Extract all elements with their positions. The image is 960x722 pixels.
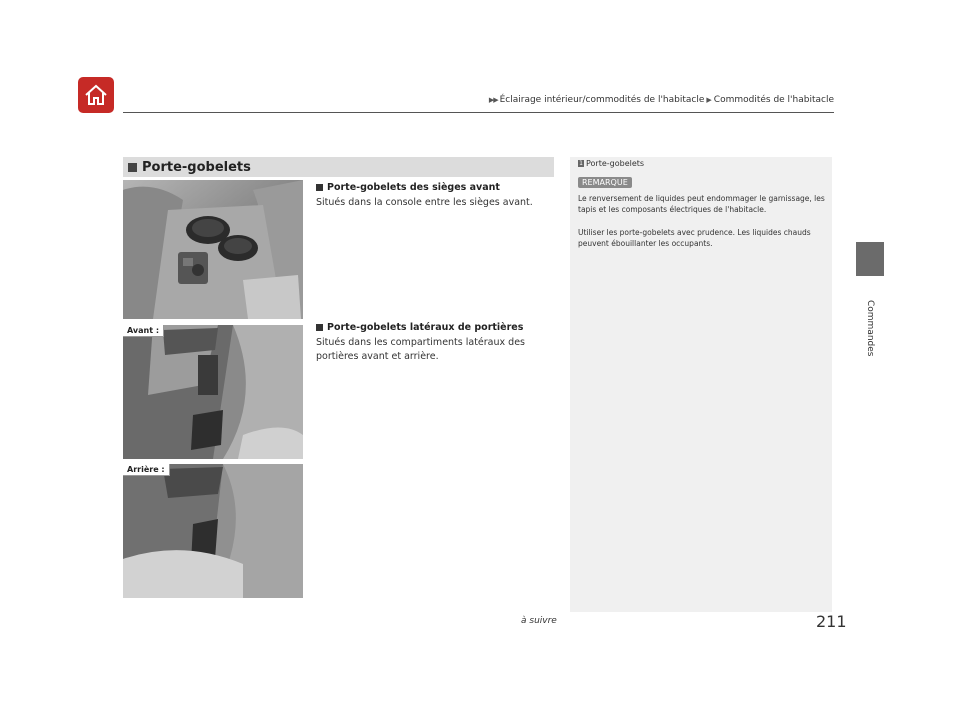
rear-image-label: Arrière : [123, 464, 170, 476]
section-title: Porte-gobelets [142, 159, 251, 175]
chapter-tab[interactable] [856, 242, 884, 276]
home-button[interactable] [78, 77, 114, 113]
note-panel [570, 157, 832, 612]
front-image-label: Avant : [123, 325, 164, 337]
breadcrumb-arrow-icon: ▶▶ [488, 96, 498, 104]
continued-label: à suivre [521, 616, 557, 626]
note-paragraph-1: Le renversement de liquides peut endommager le garnissage, les tapis et les composants électriques de l'habitacle. [578, 194, 825, 214]
home-icon [83, 83, 109, 107]
square-bullet-icon [316, 324, 323, 331]
square-bullet-icon [316, 184, 323, 191]
square-bullet-icon [128, 163, 137, 172]
front-cupholder-image [123, 180, 303, 319]
note-paragraph-2: Utiliser les porte-gobelets avec prudence. Les liquides chauds peuvent ébouillanter les occupants. [578, 228, 811, 248]
front-door-image [123, 325, 303, 459]
subsection-heading-front: Porte-gobelets des sièges avant [316, 182, 500, 193]
chapter-label: Commandes [865, 300, 875, 357]
rear-door-image [123, 464, 303, 598]
section-title-bar [123, 157, 554, 177]
note-title: 1 Porte-gobelets [579, 159, 645, 168]
breadcrumb-item-2[interactable]: Commodités de l'habitacle [713, 95, 834, 105]
subsection-text-front: Situés dans la console entre les sièges avant. [316, 197, 533, 208]
remarque-badge: REMARQUE [578, 177, 632, 188]
subsection-text-door: Situés dans les compartiments latéraux des portières avant et arrière. [316, 337, 525, 362]
page-number: 211 [816, 612, 847, 631]
breadcrumb [489, 95, 834, 105]
note-ref-icon: 1 [579, 160, 583, 167]
subsection-heading-door: Porte-gobelets latéraux de portières [316, 322, 523, 333]
breadcrumb-separator-icon: ▶ [706, 96, 712, 104]
header-divider [123, 112, 834, 113]
breadcrumb-item-1[interactable]: Éclairage intérieur/commodités de l'habitacle [499, 95, 705, 105]
